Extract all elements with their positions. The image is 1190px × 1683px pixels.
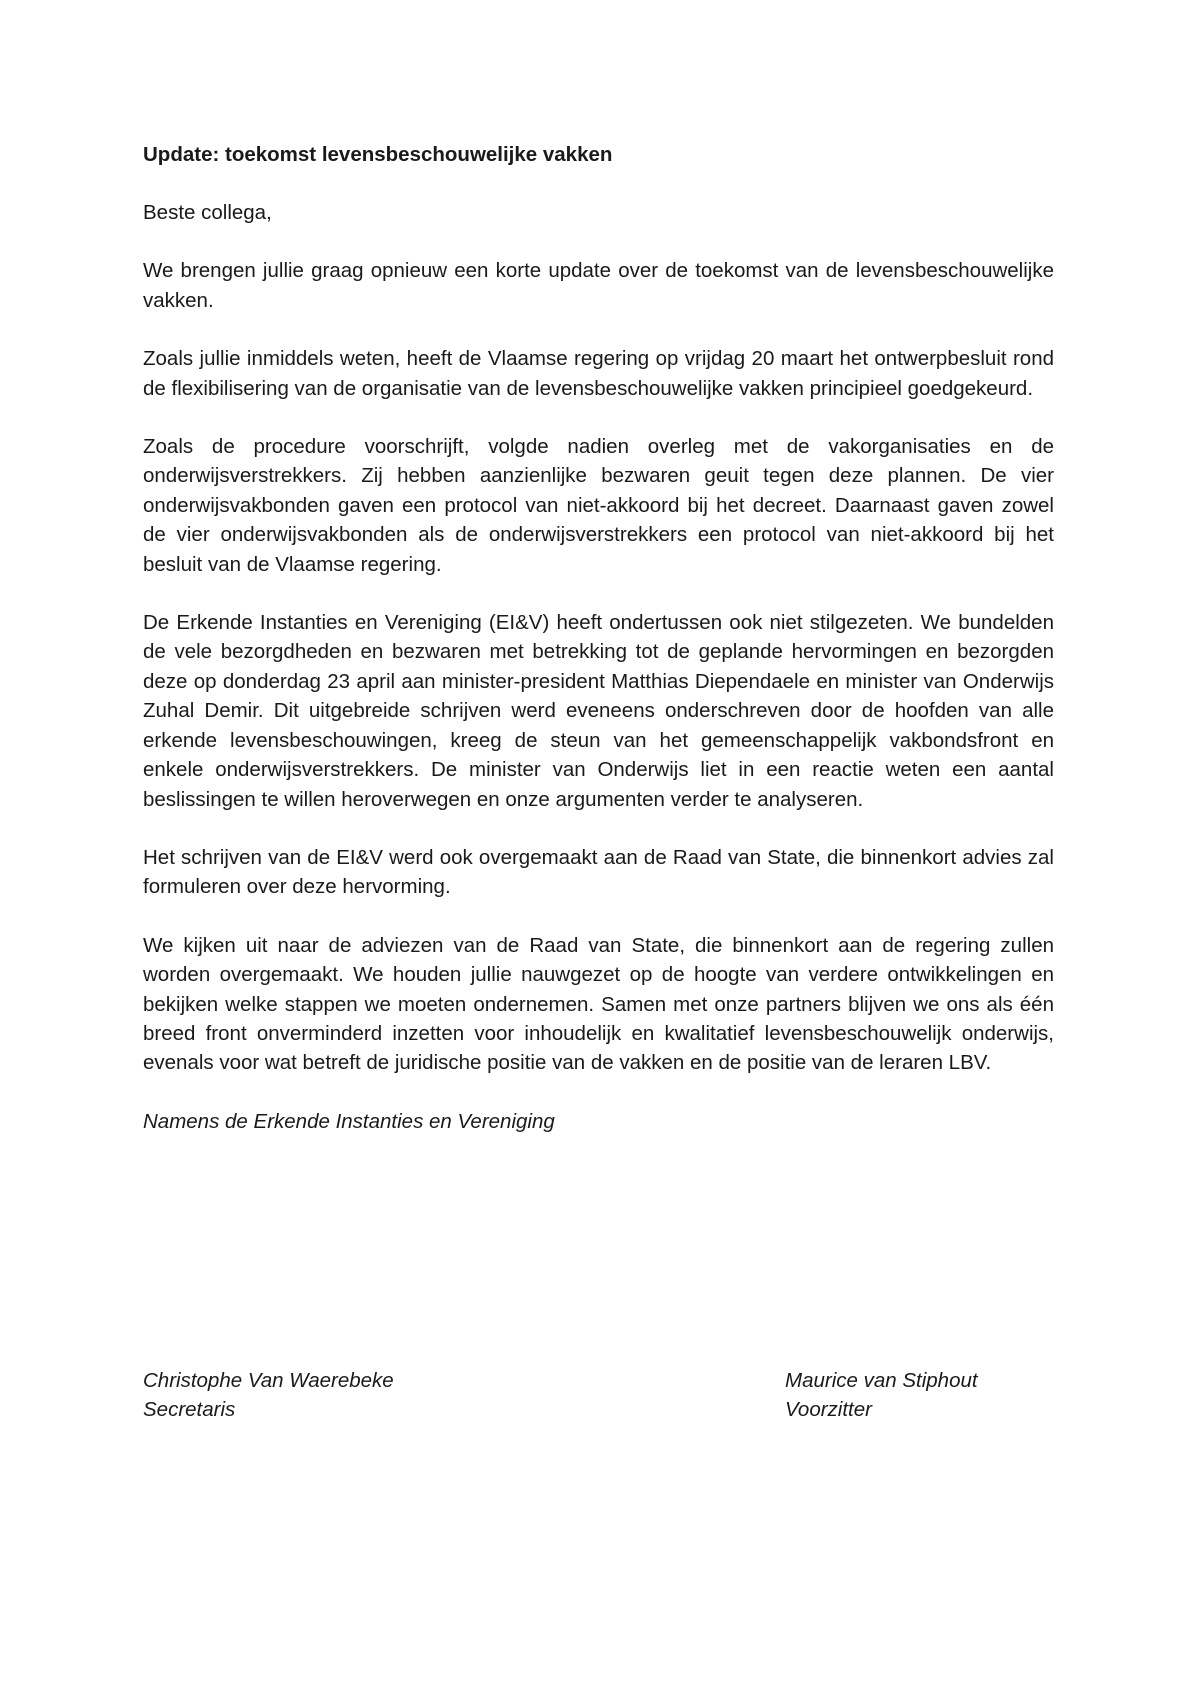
paragraph-approval: Zoals jullie inmiddels weten, heeft de Vlaamse regering op vrijdag 20 maart het ontwerpbesluit rond de flexibilisering van de organisatie van de levensbeschouwelijke vakken principieel goedgekeurd. [143, 347, 1054, 400]
closing-line: Namens de Erkende Instanties en Vereniging [143, 1109, 555, 1133]
signatory-secretary [143, 1366, 394, 1425]
paragraph-eiv-action: De Erkende Instanties en Vereniging (EI&V) heeft ondertussen ook niet stilgezeten. We bundelden de vele bezorgdheden en bezwaren met betrekking tot de geplande hervormingen en bezorgden deze op donderdag 23 april aan minister-president Matthias Diependaele en minister van Onderwijs Zuhal Demir. Dit uitgebreide schrijven werd eveneens onderschreven door de hoofden van alle erkende levensbeschouwingen, kreeg de steun van het gemeenschappelijk vakbondsfront en enkele onderwijsverstrekkers. De minister van Onderwijs liet in een reactie weten een aantal beslissingen te willen heroverwegen en onze argumenten verder te analyseren. [143, 611, 1054, 811]
signatory-name: Maurice van Stiphout [785, 1369, 978, 1392]
paragraph-intro: We brengen jullie graag opnieuw een korte update over de toekomst van de levensbeschouwelijke vakken. [143, 259, 1054, 312]
signatory-name: Christophe Van Waerebeke [143, 1369, 394, 1392]
paragraph-consultation: Zoals de procedure voorschrijft, volgde nadien overleg met de vakorganisaties en de onderwijsverstrekkers. Zij hebben aanzienlijke bezwaren geuit tegen deze plannen. De vier onderwijsvakbonden gaven een protocol van niet-akkoord bij het decreet. Daarnaast gaven zowel de vier onderwijsvakbonden als de onderwijsverstrekkers een protocol van niet-akkoord bij het besluit van de Vlaamse regering. [143, 435, 1054, 576]
document-title: Update: toekomst levensbeschouwelijke vakken [143, 143, 613, 166]
signatory-role: Voorzitter [785, 1398, 872, 1422]
paragraph-outlook: We kijken uit naar de adviezen van de Raad van State, die binnenkort aan de regering zullen worden overgemaakt. We houden jullie nauwgezet op de hoogte van verdere ontwikkelingen en bekijken welke stappen we moeten ondernemen. Samen met onze partners blijven we ons als één breed front onverminderd inzetten voor inhoudelijk en kwalitatief levensbeschouwelijk onderwijs, evenals voor wat betreft de juridische positie van de vakken en de positie van de leraren LBV. [143, 933, 1054, 1075]
letter-body [143, 140, 1054, 1165]
paragraph-raad-van-state: Het schrijven van de EI&V werd ook overgemaakt aan de Raad van State, die binnenkort advies zal formuleren over deze hervorming. [143, 845, 1054, 899]
signatory-role: Secretaris [143, 1398, 236, 1422]
signature-block [143, 1366, 1054, 1436]
signatory-chair [785, 1366, 978, 1425]
greeting: Beste collega, [143, 201, 272, 224]
